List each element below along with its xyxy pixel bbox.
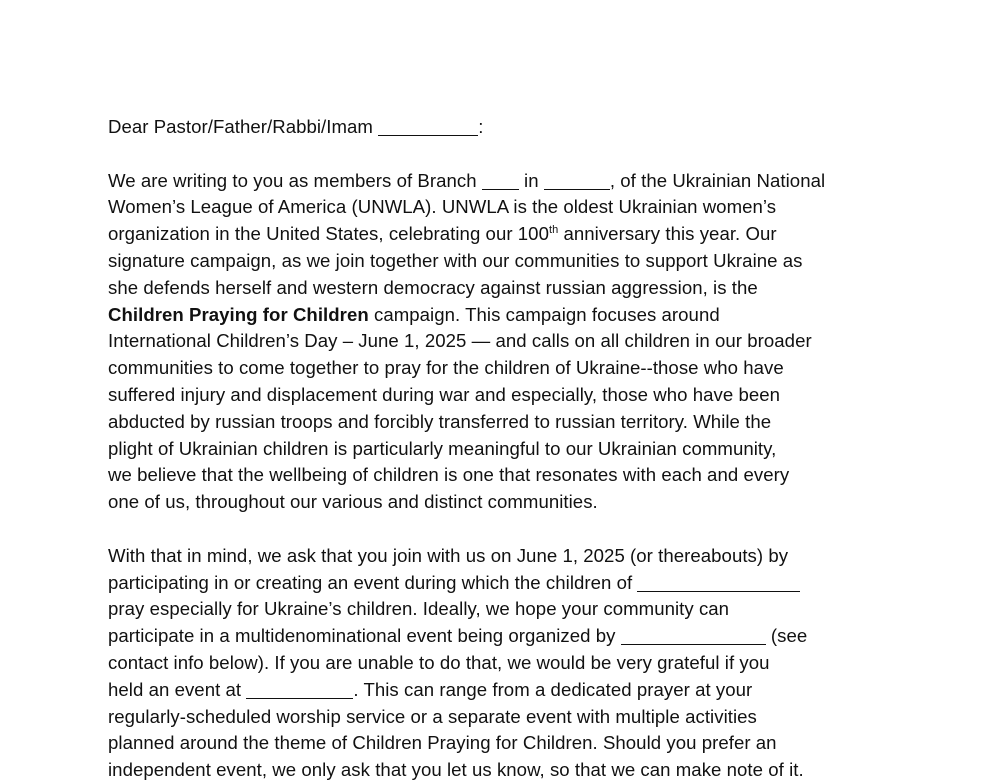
campaign-name: Children Praying for Children <box>108 303 369 325</box>
paragraph-intro: We are writing to you as members of Branch in , of the Ukrainian National Women’s League of America (UNWLA). UNWLA is the oldest Ukrainian women’s organization in the United States, celebrating our 100th anniversary this year. Our signature campaign, as we join together with our communities to support Ukraine as she defends herself and western democracy against russian aggression, is the Children Praying for Children campaign. This campaign focuses around International Children’s Day – June 1, 2025 — and calls on all children in our broader communities to come together to pray for the children of Ukraine--those who have suffered injury and displacement during war and especially, those who have been abducted by russian troops and forcibly transferred to russian territory. While the plight of Ukrainian children is particularly meaningful to our Ukrainian community, we believe that the wellbeing of children is one that resonates with each and every one of us, throughout our various and distinct communities. <box>108 169 826 513</box>
blank-event-location <box>246 680 353 699</box>
blank-recipient-name <box>378 117 478 136</box>
salutation: Dear Pastor/Father/Rabbi/Imam : <box>108 116 484 137</box>
blank-community-name <box>637 573 800 592</box>
letter-body <box>108 114 908 784</box>
blank-branch-number <box>482 171 519 190</box>
blank-organizer <box>621 626 766 645</box>
paragraph-request: With that in mind, we ask that you join with us on June 1, 2025 (or thereabouts) by participating in or creating an event during which the children of pray especially for Ukraine’s children. Ideally, we hope your community can participate in a multidenominational event being organized by (see contact info below). If you are unable to do that, we would be very grateful if you held an event at . This can range from a dedicated prayer at your regularly-scheduled worship service or a separate event with multiple activities planned around the theme of Children Praying for Children. Should you prefer an independent event, we only ask that you let us know, so that we can make note of it. <box>108 544 808 781</box>
blank-branch-location <box>544 171 610 190</box>
